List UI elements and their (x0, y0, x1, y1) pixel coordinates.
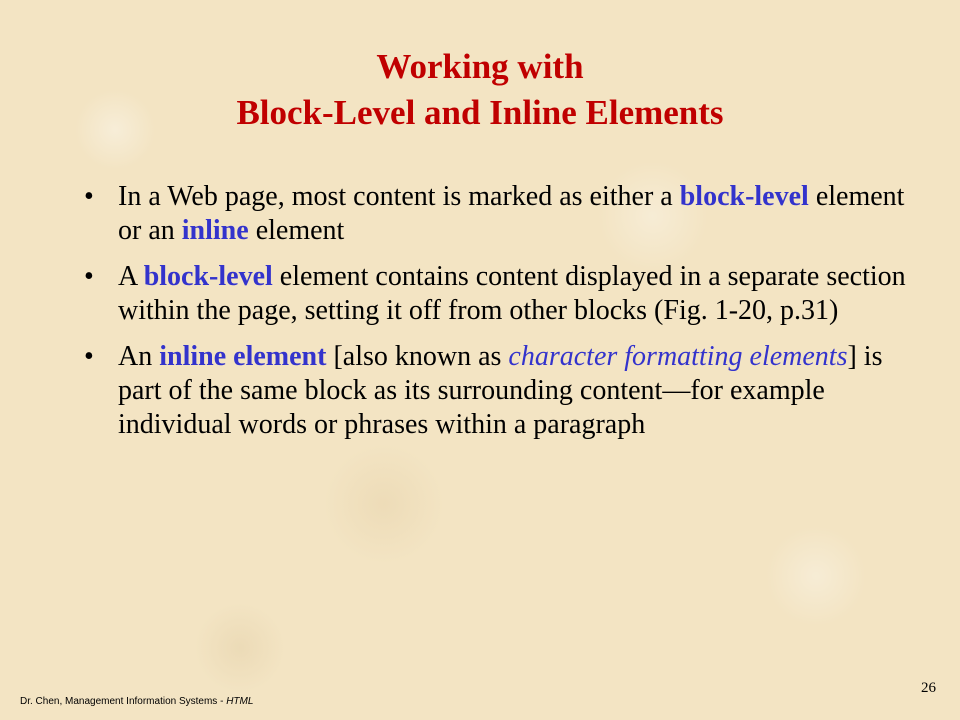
bullet-keyword: inline (181, 215, 249, 246)
bullet-text: ] is part of the same block as its surrounding content—for example individual words or phrases within a paragraph (118, 341, 883, 440)
bullet-text: element contains content displayed in a separate section within the page, setting it off from other blocks (Fig. 1-20, p.31) (118, 261, 906, 326)
bullet-text: element (248, 215, 345, 246)
footer-text: Dr. Chen, Management Information Systems - (20, 696, 227, 707)
footer-italic: HTML (226, 696, 254, 707)
bullet-text: element or an (118, 181, 905, 246)
footer (20, 696, 253, 707)
bullet-list (80, 180, 910, 454)
bullet-text: A (118, 261, 144, 292)
bullet-item (80, 260, 910, 328)
bullet-text: An (118, 341, 160, 372)
bullet-icon: • (84, 261, 94, 292)
bullet-keyword: character formatting elements (508, 341, 848, 372)
page-number: 26 (921, 680, 936, 696)
bullet-icon: • (84, 341, 94, 372)
bullet-text: In a Web page, most content is marked as either a (118, 181, 680, 212)
bullet-keyword: block-level (143, 261, 273, 292)
bullet-item (80, 180, 910, 248)
slide-title (0, 44, 960, 136)
bullet-icon: • (84, 181, 94, 212)
bullet-text: [also known as (326, 341, 509, 372)
title-line-1: Working with (376, 47, 584, 86)
bullet-item (80, 340, 910, 442)
bullet-keyword: inline element (159, 341, 327, 372)
bullet-keyword: block-level (679, 181, 809, 212)
title-line-2: Block-Level and Inline Elements (236, 93, 724, 132)
